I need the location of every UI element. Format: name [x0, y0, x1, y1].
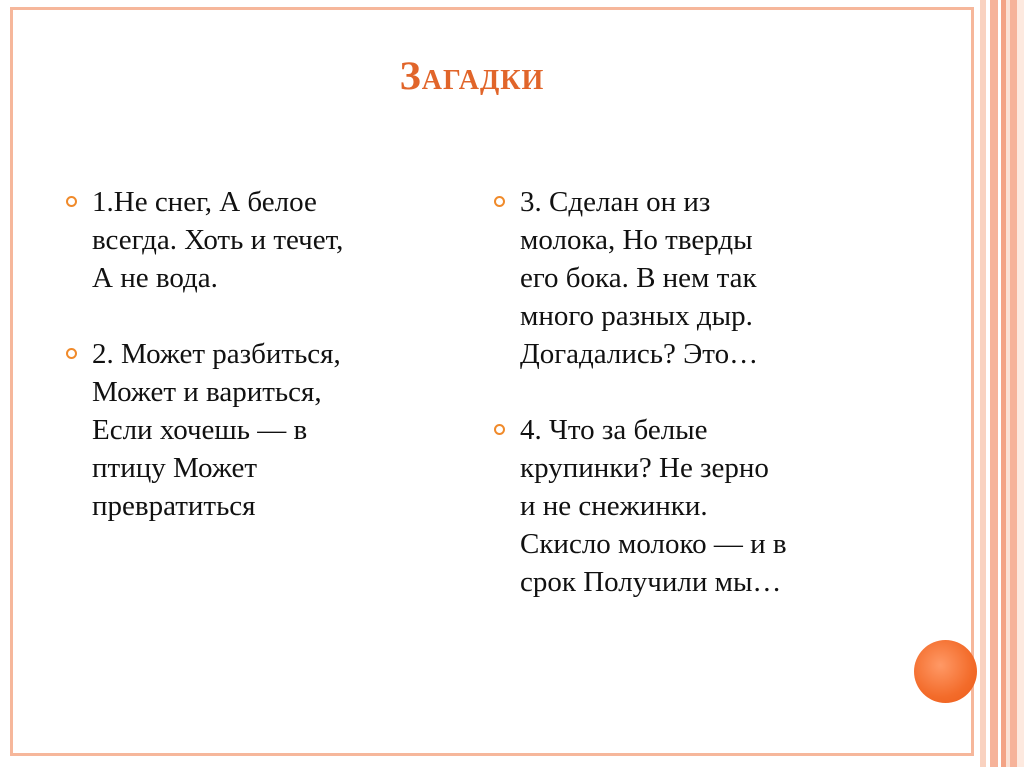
riddle-item [492, 183, 872, 373]
riddle-item [64, 183, 444, 297]
riddle-text: 3. Сделан он из молока, Но тверды его бока. В нем так много разных дыр. Догадались? Это… [520, 186, 759, 370]
bullet-icon [494, 424, 505, 435]
bullet-icon [66, 348, 77, 359]
left-column [64, 183, 444, 525]
riddle-item [64, 335, 444, 525]
bullet-icon [494, 196, 505, 207]
riddle-item [492, 411, 872, 601]
bullet-icon [66, 196, 77, 207]
riddle-text: 2. Может разбиться, Может и вариться, Если хочешь — в птицу Может превратиться [92, 338, 341, 522]
riddle-text: 4. Что за белые крупинки? Не зерно и не снежинки. Скисло молоко — и в срок Получили мы… [520, 414, 787, 598]
riddle-text: 1.Не снег, А белое всегда. Хоть и течет, А не вода. [92, 186, 344, 294]
slide-title: Загадки [399, 53, 545, 98]
right-column [492, 183, 872, 601]
decorative-stripes [980, 0, 1024, 767]
decorative-circle-icon [914, 640, 977, 703]
